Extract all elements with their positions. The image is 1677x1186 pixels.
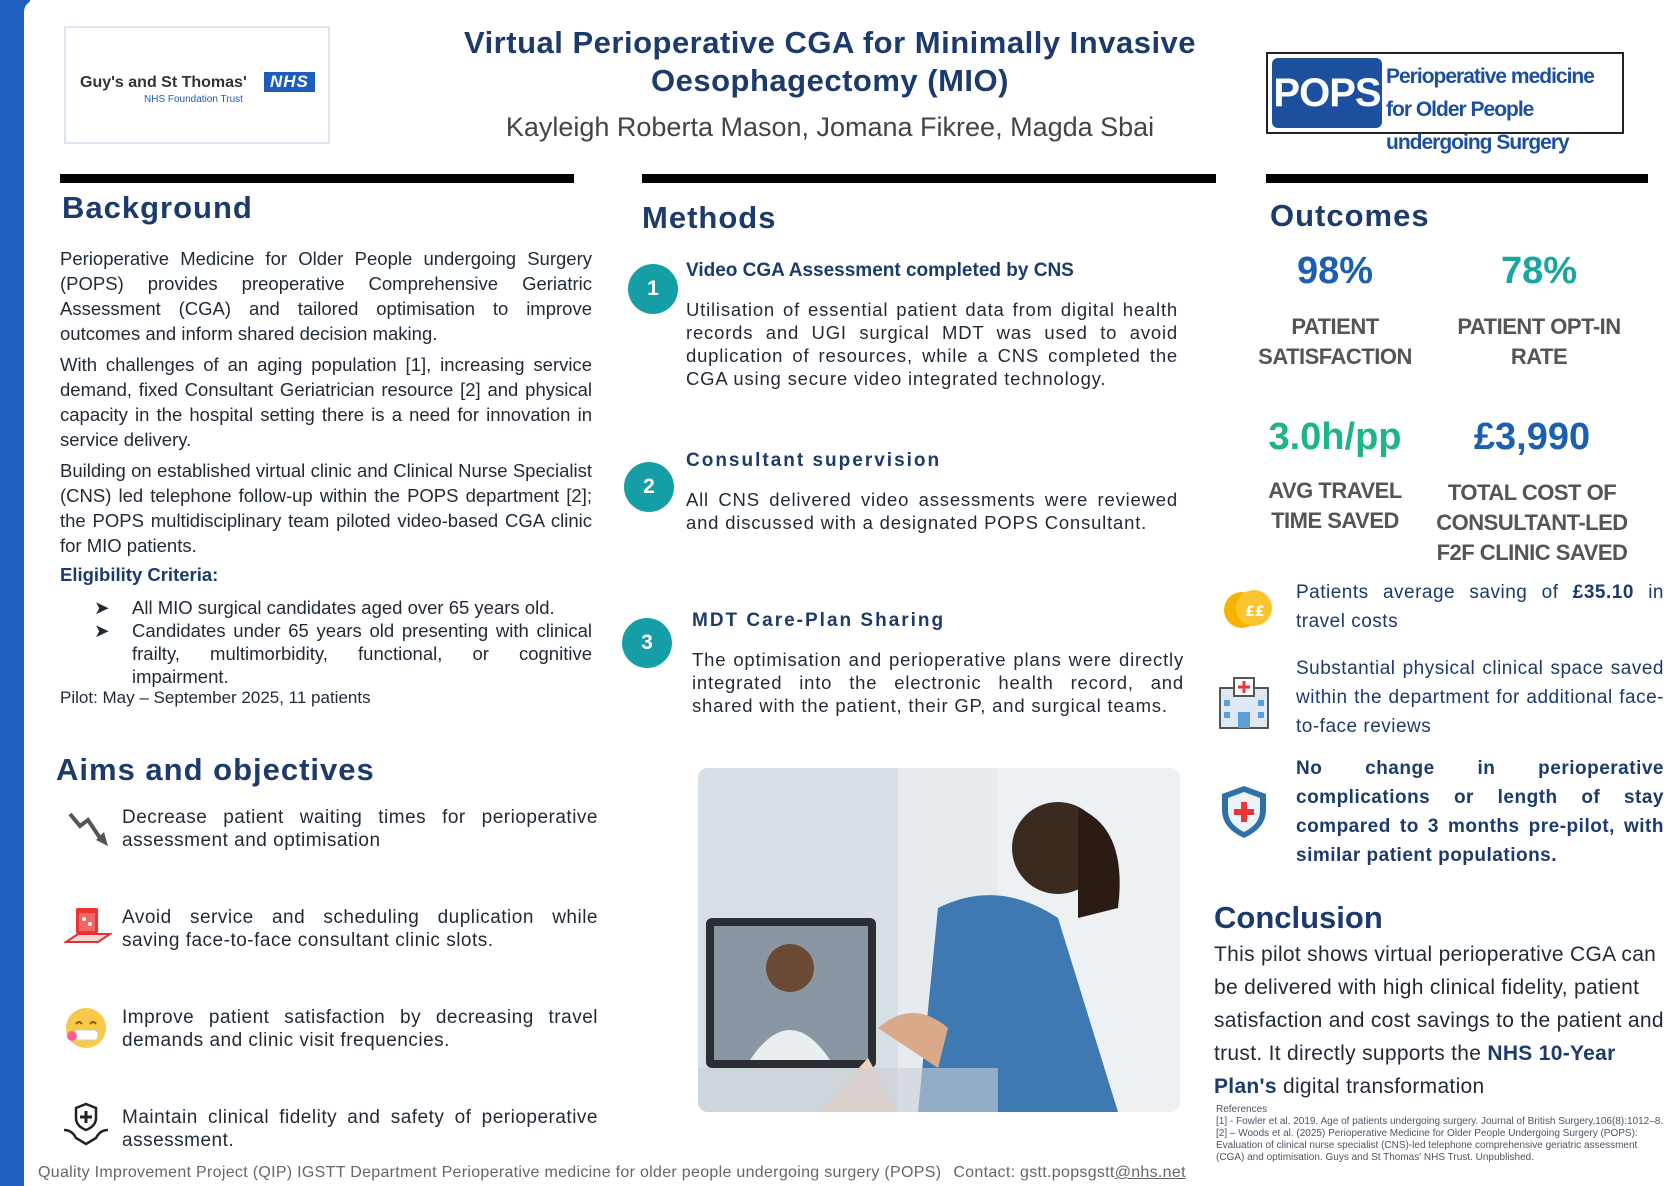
left-accent-bar: [0, 0, 30, 1186]
eligibility-item-text: All MIO surgical candidates aged over 65 years old.: [132, 597, 555, 618]
step-title: Consultant supervision: [686, 450, 942, 471]
footer-contact-label: Contact: gstt.popsgstt: [953, 1164, 1115, 1181]
conclusion-heading: Conclusion: [1214, 900, 1383, 935]
bullet-arrow-icon: ➤: [94, 620, 110, 641]
medical-shield-icon: [1216, 784, 1272, 840]
conclusion-text-pre: This pilot shows virtual perioperative CGA can be delivered with high clinical fidelity, patient satisfaction and cost savings to the patient and trust. It directly supports the: [1214, 943, 1664, 1065]
step-text: The optimisation and perioperative plans were directly integrated into the electronic health record, and shared with the patient, their GP, and surgical teams.: [692, 649, 1184, 716]
gst-logo: [64, 26, 330, 144]
outcome-travel-saving: [1296, 578, 1664, 636]
stat-label-line: SATISFACTION: [1258, 344, 1412, 369]
aims-heading: Aims and objectives: [56, 752, 375, 787]
footer: [38, 1164, 1186, 1182]
step-text: Utilisation of essential patient data from digital health records and UGI surgical MDT was used to avoid duplication of resources, while a CNS completed the CGA using secure video integrated technology.: [686, 299, 1178, 389]
stat-value-opt-in: 78%: [1500, 250, 1578, 292]
stat-label-line: RATE: [1510, 344, 1568, 369]
eligibility-item: [96, 596, 592, 619]
footer-contact-link[interactable]: @nhs.net: [1114, 1164, 1186, 1181]
step-title: MDT Care-Plan Sharing: [692, 610, 946, 631]
conclusion-text: [1214, 938, 1674, 1103]
stat-label-satisfaction: [1240, 312, 1430, 372]
smiling-face-icon: [62, 1004, 110, 1052]
aim-item-text: Improve patient satisfaction by decreasing travel demands and clinic visit frequencies.: [122, 1007, 598, 1051]
gst-logo-trust: NHS Foundation Trust: [144, 94, 243, 105]
methods-heading: Methods: [642, 200, 777, 235]
step-text: All CNS delivered video assessments were reviewed and discussed with a designated POPS Consultant.: [686, 489, 1178, 533]
stat-value-cost-saved: £3,990: [1473, 416, 1591, 458]
bullet-arrow-icon: ➤: [94, 597, 110, 618]
divider-right: [1266, 174, 1648, 183]
conclusion-text-bold: NHS 10-Year Plan's: [1214, 1042, 1616, 1098]
title-line-1: Virtual Perioperative CGA for Minimally Invasive: [463, 25, 1197, 60]
eligibility-title: Eligibility Criteria:: [60, 564, 219, 585]
hospital-icon: [1216, 674, 1272, 730]
eligibility-item: [96, 619, 592, 688]
poster-title: [420, 24, 1240, 100]
eligibility-item-text: Candidates under 65 years old presenting with clinical frailty, multimorbidity, functional, or cognitive impairment.: [132, 620, 592, 687]
footer-contact: [953, 1164, 1186, 1181]
references: [1216, 1104, 1666, 1164]
pops-logo-text: Perioperative medicine for Older People undergoing Surgery: [1386, 65, 1594, 154]
authors: Kayleigh Roberta Mason, Jomana Fikree, Magda Sbai: [505, 112, 1155, 142]
nhs-logo: NHS: [264, 72, 315, 92]
stat-label-cost-saved: [1424, 478, 1640, 568]
outcome-travel-pre: Patients average saving of: [1296, 582, 1573, 603]
pops-logo: [1266, 52, 1624, 154]
reference-2: [2] – Woods et al. (2025) Perioperative Medicine for Older People Undergoing Surgery (POPS): Evaluation of clinical nurse specialist (CNS)-led telephone comprehensive geriatric assessment (CGA) and optimisation. Guys and St Thomas' NHS Trust. Unpublished.: [1216, 1128, 1638, 1163]
stat-label-travel-time: [1240, 476, 1430, 536]
aim-item-text: Maintain clinical fidelity and safety of perioperative assessment.: [122, 1107, 598, 1151]
stat-label-line: PATIENT OPT-IN: [1457, 314, 1621, 339]
stat-label-line: F2F CLINIC SAVED: [1436, 540, 1628, 565]
divider-left: [60, 174, 574, 183]
stat-label-line: TIME SAVED: [1271, 508, 1399, 533]
step-number-badge: 1: [628, 264, 678, 314]
outcome-space-saved: Substantial physical clinical space saved within the department for additional face-to-face reviews: [1296, 658, 1664, 737]
telehealth-photo: [698, 768, 1180, 1112]
stat-label-line: AVG TRAVEL: [1268, 478, 1402, 503]
background-para-1: Perioperative Medicine for Older People undergoing Surgery (POPS) provides preoperative Comprehensive Geriatric Assessment (CGA) and tailored optimisation to improve outcomes and inform shared decision making.: [60, 248, 592, 344]
reference-1: [1] - Fowler et al. 2019. Age of patients undergoing surgery. Journal of British Surgery,106(8):1012–8.: [1216, 1116, 1664, 1127]
outcomes-heading: Outcomes: [1270, 198, 1430, 233]
title-line-2: Oesophagectomy (MIO): [651, 63, 1009, 98]
outcome-complications: No change in perioperative complications or length of stay compared to 3 months pre-pilot, with similar patient populations.: [1296, 758, 1664, 866]
stat-label-opt-in: [1444, 312, 1634, 372]
aim-item-text: Avoid service and scheduling duplication while saving face-to-face consultant clinic slots.: [122, 907, 598, 951]
outcome-travel-post: in travel costs: [1296, 582, 1664, 632]
gst-logo-name: Guy's and St Thomas': [80, 74, 247, 91]
down-trend-icon: [66, 806, 114, 854]
conclusion-text-post: digital transformation: [1276, 1075, 1485, 1098]
svg-text:££: ££: [1245, 604, 1265, 620]
background-para-2: With challenges of an aging population [1], increasing service demand, fixed Consultant Geriatrician resource [2] and physical capacity in the hospital setting there is a need for innovation in service delivery.: [60, 354, 592, 450]
footer-project: Quality Improvement Project (QIP) IGSTT Department Perioperative medicine for older people undergoing surgery (POPS): [38, 1164, 942, 1181]
stat-value-satisfaction: 98%: [1296, 250, 1374, 292]
step-number-badge: 2: [624, 462, 674, 512]
pilot-info: Pilot: May – September 2025, 11 patients: [60, 688, 371, 707]
shield-hands-icon: [62, 1100, 110, 1148]
outcome-travel-amount: £35.10: [1572, 582, 1634, 603]
background-heading: Background: [62, 190, 253, 225]
stat-label-line: PATIENT: [1291, 314, 1379, 339]
stat-value-travel-time: 3.0h/pp: [1268, 416, 1402, 458]
coins-icon: [1220, 580, 1276, 636]
calendar-icon: [64, 904, 112, 952]
aim-item-text: Decrease patient waiting times for perioperative assessment and optimisation: [122, 807, 598, 851]
step-title: Video CGA Assessment completed by CNS: [686, 260, 1074, 281]
stat-label-line: CONSULTANT-LED: [1436, 510, 1628, 535]
background-para-3: Building on established virtual clinic and Clinical Nurse Specialist (CNS) led telephone follow-up within the POPS department [2]; the POPS multidisciplinary team piloted video-based CGA clinic for MIO patients.: [60, 460, 592, 556]
pops-logo-mark: POPS: [1272, 58, 1382, 128]
step-number-badge: 3: [622, 618, 672, 668]
stat-label-line: TOTAL COST OF: [1447, 480, 1617, 505]
references-title: References: [1216, 1104, 1268, 1115]
divider-center: [642, 174, 1216, 183]
